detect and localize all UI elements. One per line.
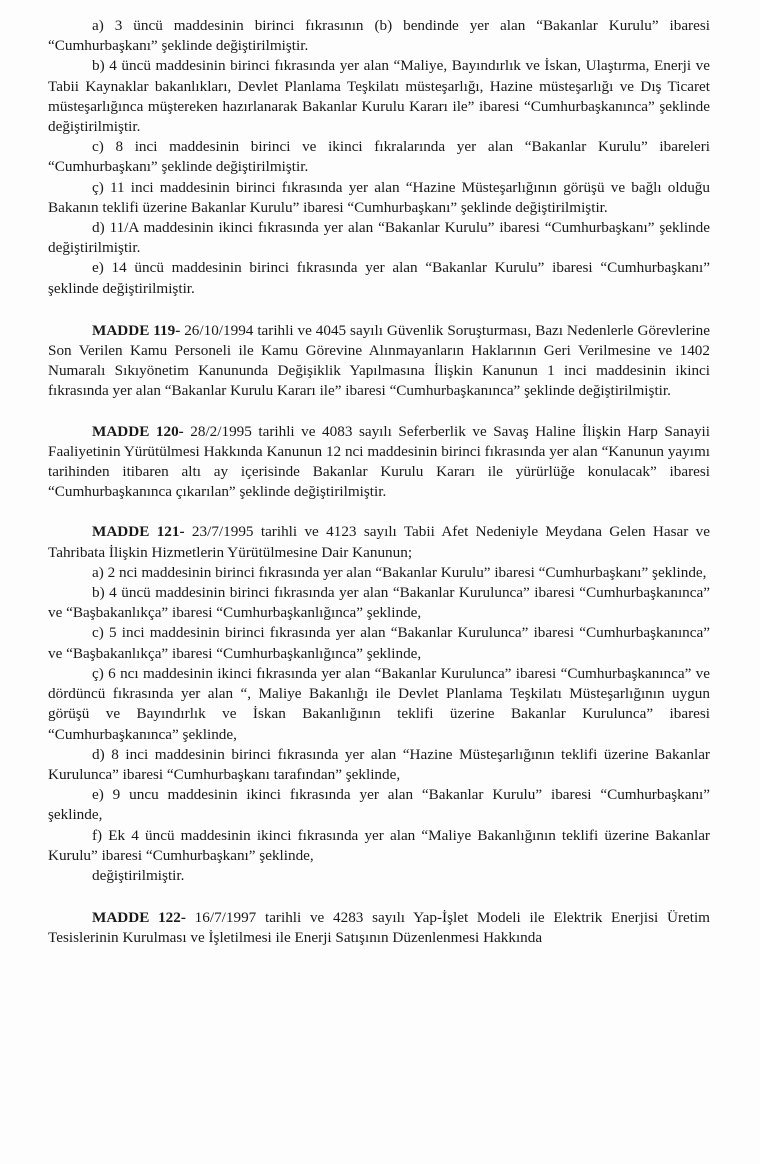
madde-119 (48, 321, 710, 402)
paragraph-b: b) 4 üncü maddesinin birinci fıkrasında yer alan “Maliye, Bayındırlık ve İskan, Ulaştırma, Enerji ve Tabii Kaynaklar bakanlıkları, Devlet Planlama Teşkilatı müsteşarlığı, Hazine müsteşarlığı ve Dış Ticaret müsteşarlığınca müştereken hazırlanarak Bakanlar Kurulu Kararı ile” ibaresi “Cumhurbaşkanınca” şeklinde değiştirilmiştir. (48, 57, 710, 136)
paragraph-e: e) 14 üncü maddesinin birinci fıkrasında yer alan “Bakanlar Kurulu” ibaresi “Cumhurbaşkanı” şeklinde değiştirilmiştir. (48, 259, 710, 297)
madde-121-item-c: c) 5 inci maddesinin birinci fıkrasında yer alan “Bakanlar Kurulunca” ibaresi “Cumhurbaşkanınca” ve “Başbakanlıkça” ibaresi “Cumhurbaşkanlığınca” şeklinde, (48, 624, 710, 662)
madde-121-item-cc: ç) 6 ncı maddesinin ikinci fıkrasında yer alan “Bakanlar Kurulunca” ibaresi “Cumhurbaşkanınca” ve dördüncü fıkrasında yer alan “, Maliye Bakanlığı ile Devlet Planlama Teşkilatı Müsteşarlığının uygun görüşü ve Bayındırlık ve İskan Bakanlığının teklifi üzerine Bakanlar Kurulunca” ibaresi “Cumhurbaşkanınca” şeklinde, (48, 664, 710, 743)
madde-121-item-b: b) 4 üncü maddesinin birinci fıkrasında yer alan “Bakanlar Kurulunca” ibaresi “Cumhurbaşkanınca” ve “Başbakanlıkça” ibaresi “Cumhurbaşkanlığınca” şeklinde, (48, 584, 710, 622)
madde-120-label: MADDE 120- (92, 422, 184, 440)
madde-122-text: 16/7/1997 tarihli ve 4283 sayılı Yap-İşlet Modeli ile Elektrik Enerjisi Üretim Tesislerinin Kurulması ve İşletilmesi ile Enerji Satışının Düzenlenmesi Hakkında (48, 909, 710, 947)
paragraph-a: a) 3 üncü maddesinin birinci fıkrasının (b) bendinde yer alan “Bakanlar Kurulu” ibaresi “Cumhurbaşkanı” şeklinde değiştirilmiştir. (48, 17, 710, 55)
madde-119-label: MADDE 119- (92, 321, 181, 339)
madde-122 (48, 908, 710, 948)
madde-120-text: 28/2/1995 tarihli ve 4083 sayılı Seferberlik ve Savaş Haline İlişkin Harp Sanayii Faaliyetinin Yürütülmesi Hakkında Kanunun 12 nci maddesinin birinci fıkrasında yer alan “Kanunun yayımı tarihinden itibaren altı ay içerisinde Bakanlar Kurulu Kararı ile yürürlüğe konulacak” ibaresi “Cumhurbaşkanınca çıkarılan” şeklinde değiştirilmiştir. (48, 422, 710, 501)
madde-121-item-e: e) 9 uncu maddesinin ikinci fıkrasında yer alan “Bakanlar Kurulu” ibaresi “Cumhurbaşkanı” şeklinde, (48, 786, 710, 824)
madde-121-text: 23/7/1995 tarihli ve 4123 sayılı Tabii Afet Nedeniyle Meydana Gelen Hasar ve Tahribata İlişkin Hizmetlerin Yürütülmesine Dair Kanunun; (48, 523, 710, 561)
madde-119-text: 26/10/1994 tarihli ve 4045 sayılı Güvenlik Soruşturması, Bazı Nedenlerle Görevlerine Son Verilen Kamu Personeli ile Kamu Görevine Alınmayanların Haklarının Geri Verilmesine ve 1402 Numaralı Sıkıyönetim Kanununda Değişiklik Yapılmasına İlişkin Kanunun 1 inci maddesinin ikinci fıkrasında yer alan “Bakanlar Kurulu Kararı ile” ibaresi “Cumhurbaşkanınca” şeklinde değiştirilmiştir. (48, 321, 710, 400)
madde-121-item-a: a) 2 nci maddesinin birinci fıkrasında yer alan “Bakanlar Kurulu” ibaresi “Cumhurbaşkanı” şeklinde, (92, 563, 707, 581)
paragraph-c: c) 8 inci maddesinin birinci ve ikinci fıkralarında yer alan “Bakanlar Kurulu” ibareleri “Cumhurbaşkanı” şeklinde değiştirilmiştir. (48, 138, 710, 176)
madde-121-closing: değiştirilmiştir. (92, 866, 185, 884)
madde-121 (48, 522, 710, 562)
madde-121-item-d: d) 8 inci maddesinin birinci fıkrasında yer alan “Hazine Müsteşarlığının teklifi üzerine Bakanlar Kurulunca” ibaresi “Cumhurbaşkanı tarafından” şeklinde, (48, 745, 710, 783)
madde-122-label: MADDE 122- (92, 909, 186, 927)
madde-121-item-f: f) Ek 4 üncü maddesinin ikinci fıkrasında yer alan “Maliye Bakanlığının teklifi üzerine Bakanlar Kurulu” ibaresi “Cumhurbaşkanı” şeklinde, (48, 826, 710, 864)
paragraph-cc: ç) 11 inci maddesinin birinci fıkrasında yer alan “Hazine Müsteşarlığının görüşü ve bağlı olduğu Bakanın teklifi üzerine Bakanlar Kurulu” ibaresi “Cumhurbaşkanı” şeklinde değiştirilmiştir. (48, 178, 710, 216)
madde-121-label: MADDE 121- (92, 523, 185, 541)
madde-120 (48, 422, 710, 503)
document-body (48, 16, 710, 949)
paragraph-d: d) 11/A maddesinin ikinci fıkrasında yer alan “Bakanlar Kurulu” ibaresi “Cumhurbaşkanı” şeklinde değiştirilmiştir. (48, 219, 710, 257)
